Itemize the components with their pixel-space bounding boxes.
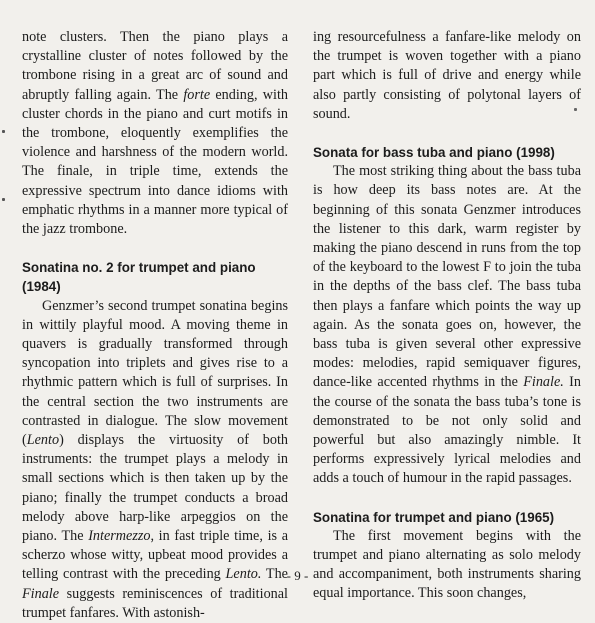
paragraph-sonatina-no2: Genzmer’s second trumpet sonatina begins in wittily playful mood. A moving theme in quavers is gradually transformed through syncopation into triplets and gives rise to a rhythmic pattern which is full of surprises. In the central section the two instruments are contrasted in dialogue. The slow movement (Lento) displays the virtuosity of both instruments: the trumpet plays a melody in small sections which is then taken up by the piano; finally the trumpet conducts a broad melody above harp-like arpeggios on the piano. The Intermezzo, in fast triple time, is a scherzo whose witty, upbeat mood provides a telling contrast with the preceding Lento. The Finale suggests reminiscences of traditional trumpet fanfares. With astonish- [22, 297, 288, 621]
paragraph-sonata-bass-tuba: The most striking thing about the bass tuba is how deep its bass notes are. At the beginning of this sonata Genzmer introduces the listener to this dark, warm register by making the piano descend in runs from the top of the keyboard to the lowest F to join the tuba in the depths of the bass clef. The bass tuba then plays a fanfare which points the way up again. As the sonata goes on, however, the bass tuba is given several other expressive modes: melodies, rapid semiquaver figures, dance-like accented rhythms in the Finale. In the course of the sonata the bass tuba’s tone is demonstrated to be not only solid and powerful but also amazingly nimble. It performs expressively lyrical melodies and adds a touch of humour in the rapid passages. [313, 163, 581, 487]
heading-sonata-bass-tuba: Sonata for bass tuba and piano (1998) [313, 145, 555, 161]
right-column [313, 28, 581, 604]
page-number: - 9 - [286, 568, 309, 583]
heading-sonatina-no2: Sonatina no. 2 for trumpet and piano (1984) [22, 260, 256, 295]
paragraph-sonatina-trumpet-1965: The first movement begins with the trumpet and piano alternating as solo melody and accompaniment, both instruments sharing equal importance. This soon changes, [313, 527, 581, 602]
paragraph-trombone-finale: note clusters. Then the piano plays a crystalline cluster of notes followed by the trombone rising in a great arc of sound and abruptly falling again. The forte ending, with cluster chords in the piano and curt motifs in the trombone, eloquently exemplifies the violence and harshness of the modern world. The finale, in triple time, extends the expressive spectrum into dance idioms with emphatic rhythms in a manner more typical of the jazz trombone. [22, 29, 288, 238]
margin-speck [2, 198, 5, 201]
left-column [22, 28, 288, 623]
margin-speck [2, 130, 5, 133]
paragraph-fanfare-continuation: ing resourcefulness a fanfare-like melody on the trumpet is woven together with a piano part which is full of drive and energy while also partly consisting of polytonal layers of sound. [313, 29, 581, 122]
heading-sonatina-trumpet-1965: Sonatina for trumpet and piano (1965) [313, 509, 555, 525]
